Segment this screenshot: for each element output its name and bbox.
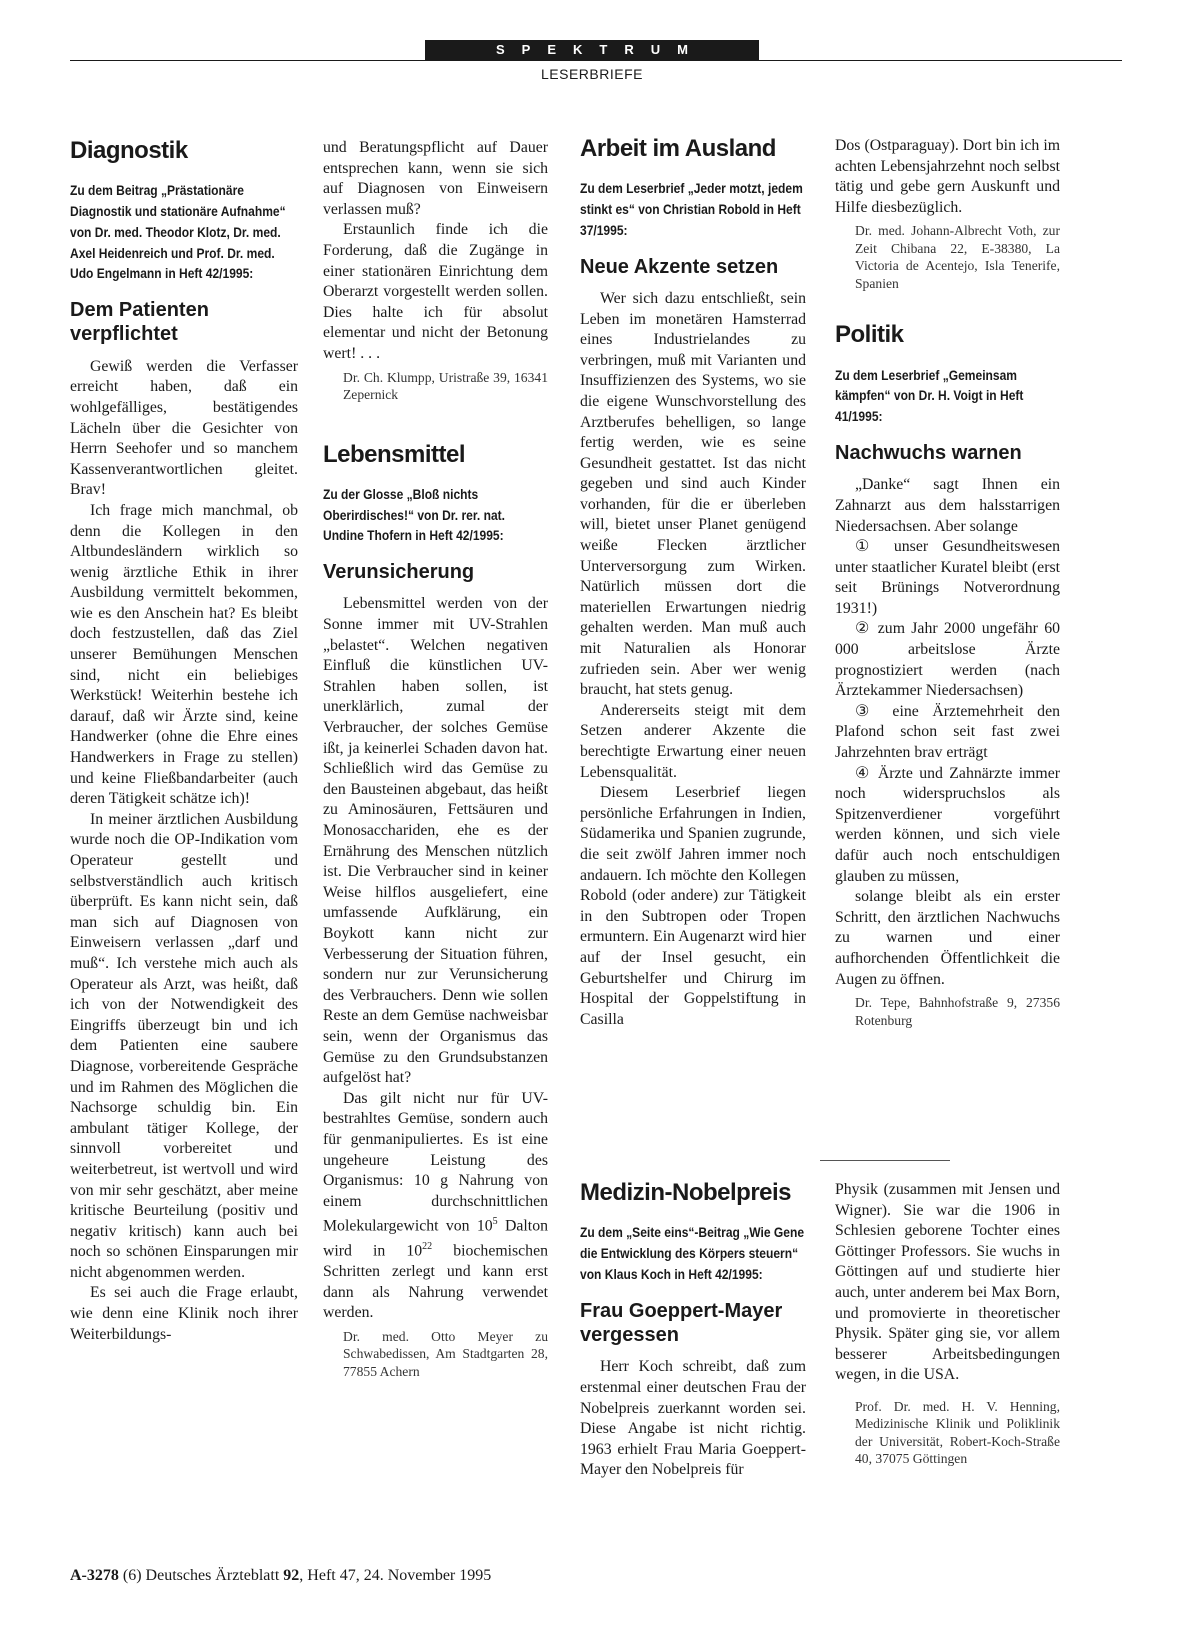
column-2 — [323, 138, 548, 1380]
paragraph: Erstaunlich finde ich die Forderung, daß die Zugänge in einer stationären Einrichtung dem Oberarzt vorgestellt werden sollen. Dies halte ich für absolut elementar und nicht der Betonung wert! . . . — [323, 221, 548, 362]
paragraph: ② zum Jahr 2000 ungefähr 60 000 arbeitslose Ärzte prognostiziert werden (nach Ärztekammer Niedersachsen) — [835, 620, 1060, 700]
paragraph: ③ eine Ärztemehrheit den Plafond schon seit fast zwei Jahrzehnten brav erträgt — [835, 702, 1060, 762]
paragraph: Diesem Leserbrief liegen persönliche Erfahrungen in Indien, Südamerika und Spanien zugrunde, die seit zwölf Jahren immer noch andauern. Ich möchte den Kollegen Robold (oder andere) zur Tätigkeit in den Subtropen oder Tropen ermuntern. Ein Augenarzt wird hier auf der Insel gesucht, ein Geburtshelfer und Chirurg im Hospital der Goppelstiftung in Casilla — [580, 784, 806, 1028]
volume: 92 — [283, 1567, 300, 1584]
column-4 — [835, 136, 1060, 1029]
section-banner: SPEKTRUM — [425, 40, 759, 60]
paragraph: solange bleibt als ein erster Schritt, den ärztlichen Nachwuchs zu warnen und einer aufhorchenden Öffentlichkeit die Augen zu öffnen. — [835, 888, 1060, 988]
intro-diagnostik: Zu dem Beitrag „Prästationäre Diagnostik und stationäre Aufnahme“ von Dr. med. Theodor Klotz, Dr. med. Axel Heidenreich und Prof. Dr. med. Udo Engelmann in Heft 42/1995: — [70, 182, 286, 282]
signature-nobelpreis: Prof. Dr. med. H. V. Henning, Medizinische Klinik und Poliklinik der Universität, Robert-Koch-Straße 40, 37075 Göttingen — [855, 1398, 1060, 1467]
intro-lebensmittel: Zu der Glosse „Bloß nichts Oberirdisches!“ von Dr. rer. nat. Undine Thofern in Heft 42/1995: — [323, 485, 506, 544]
column-3-bottom — [580, 1180, 806, 1481]
signature-lebensmittel: Dr. med. Otto Meyer zu Schwabedissen, Am Stadtgarten 28, 77855 Achern — [343, 1328, 548, 1379]
paragraph: und Beratungspflicht auf Dauer entsprechen kann, wenn sie sich auf Diagnosen von Einweisern verlassen muß? — [323, 139, 548, 218]
page-reference: A-3278 — [70, 1567, 119, 1584]
subtitle-politik: Nachwuchs warnen — [835, 441, 1022, 464]
paragraph: ④ Ärzte und Zahnärzte immer noch widerspruchslos als Spitzenverdiener vorgeführt werden können, und sich viele dafür auch noch entschuldigen glauben zu müssen, — [835, 764, 1060, 885]
subtitle-diagnostik: Dem Patienten verpflichtet — [70, 298, 209, 346]
column-1 — [70, 138, 298, 1345]
subtitle-nobelpreis: Frau Goeppert-Mayer vergessen — [580, 1299, 783, 1346]
paragraph: ① unser Gesundheitswesen unter staatlicher Kuratel bleibt (erst seit Brünings Notverordnung 1931!) — [835, 538, 1060, 617]
section-title-ausland: Arbeit im Ausland — [580, 135, 776, 162]
paragraph: Das gilt nicht nur für UV-bestrahltes Gemüse, sondern auch für genmanipuliertes. Es ist eine ungeheure Leistung des Organismus: 10 g Nahrung von einem durchschnittlichen Molekulargewicht von $10^5$ Dalton wird in $10^{22}$ biochemischen Schritten zerlegt und kann erst dann als Nahrung verwendet werden. — [323, 1089, 548, 1322]
signature-diagnostik: Dr. Ch. Klumpp, Uristraße 39, 16341 Zepernick — [343, 369, 548, 403]
subtitle-ausland: Neue Akzente setzen — [580, 255, 779, 278]
paragraph: Andererseits steigt mit dem Setzen anderer Akzente die berechtigte Erwartung einer neuen Lebensqualität. — [580, 701, 806, 781]
issue: , Heft 47, 24. November 1995 — [299, 1567, 492, 1584]
section-title-lebensmittel: Lebensmittel — [323, 440, 466, 468]
paragraph: Wer sich dazu entschließt, sein Leben im monetären Hamsterrad eines Industrielandes zu verbringen, muß mit Varianten und Insuffizienzen des Systems, wo sie die eigene Wunschvorstellung des Arztberufes behelligen, so lange fertig werden, wie es seine Gesundheit gestattet. Ist das nicht gegeben und sind auch Kinder vorhanden, für die er überleben will, bietet unser Planet genügend weiße Flecken ärztlicher Unterversorgung zum Wirken. Natürlich müssen dort die materiellen Erwartungen niedrig gehalten werden. Man muß auch mit Naturalien als Honorar zufrieden sein. Aber wer wenig braucht, hat stets genug. — [580, 289, 806, 699]
intro-ausland: Zu dem Leserbrief „Jeder motzt, jedem stinkt es“ von Christian Robold in Heft 37/1995: — [580, 180, 803, 238]
intro-nobelpreis: Zu dem „Seite eins“-Beitrag „Wie Gene die Entwicklung des Körpers steuern“ von Klaus Koch in Heft 42/1995: — [580, 1224, 805, 1282]
paragraph: Herr Koch schreibt, daß zum erstenmal einer deutschen Frau der Nobelpreis zuerkannt worden sei. Diese Angabe ist nicht richtig. 1963 erhielt Frau Maria Goeppert-Mayer den Nobelpreis für — [580, 1358, 806, 1479]
paragraph: „Danke“ sagt Ihnen ein Zahnarzt aus dem halsstarrigen Niedersachsen. Aber solange — [835, 476, 1060, 535]
header-rule — [70, 60, 1122, 61]
signature-ausland: Dr. med. Johann-Albrecht Voth, zur Zeit Chibana 22, E-38380, La Victoria de Acentejo, Isla Tenerife, Spanien — [855, 223, 1060, 291]
column-3 — [580, 136, 806, 1030]
column-4-bottom — [835, 1180, 1060, 1468]
section-title-diagnostik: Diagnostik — [70, 137, 188, 164]
paragraph: Lebensmittel werden von der Sonne immer mit UV-Strahlen „belastet“. Welchen negativen Einfluß die künstlichen UV-Strahlen haben sollen, ist unerklärlich, zumal der Verbraucher, der solches Gemüse ißt, ja keinerlei Schaden davon hat. Schließlich wird das Gemüse zu den Bausteinen abgebaut, das heißt zu Aminosäuren, Fettsäuren und Monosacchariden, ehe es der Ernährung des Menschen nützlich ist. Die Verbraucher sind in keiner Weise hilflos ausgeliefert, eine umfassende Aufklärung, ein Boykott kann nicht zur Verbesserung der Situation führen, sondern nur zur Verunsicherung des Verbrauchers. Denn wie sollen Reste an dem Gemüse nachweisbar sein, wenn der Organismus das Gemüse zu den Grundsubstanzen aufgelöst hat? — [323, 595, 548, 1087]
divider — [820, 1160, 950, 1161]
paragraph: Ich frage mich manchmal, ob denn die Kollegen in den Altbundesländern wirklich so wenig ärztliche Ethik in ihrer Ausbildung vermittelt bekommen, wie es den Anschein hat? Es bleibt doch festzustellen, daß das Ziel unserer Bemühungen Menschen sind, nicht ein beliebiges Werkstück! Weiterhin bestehe ich darauf, daß wir Ärzte sind, keine Handwerker (ohne die Ehre eines Handwerkers in Frage zu stellen) und keine Fließbandarbeiter (auch deren Tätigkeit schätze ich)! — [70, 501, 298, 808]
paragraph: In meiner ärztlichen Ausbildung wurde noch die OP-Indikation vom Operateur gestellt und selbstverständlich auch kritisch überprüft. Es kann nicht sein, daß man sich auf Diagnosen von Einweisern verlassen „darf und muß“. Ich verstehe mich auch als Operateur als Arzt, was heißt, daß ich von der Notwendigkeit des Eingriffs überzeugt bin und ich dem Patienten eine saubere Diagnose, vorbereitende Gespräche und im Rahmen des Möglichen die Nachsorge schuldig bin. Ein ambulant tätiger Kollege, der sinnvoll vorbereitet und weiterbetreut, ist wertvoll und wird von mir sehr geschätzt, aber meine kritische Beurteilung (positiv und negativ kritisch) kann auch bei noch so schönen Einsparungen mir nicht abgenommen werden. — [70, 810, 298, 1281]
paragraph: Es sei auch die Frage erlaubt, wie denn eine Klinik noch ihrer Weiterbildungs- — [70, 1284, 298, 1343]
signature-politik: Dr. Tepe, Bahnhofstraße 9, 27356 Rotenburg — [855, 995, 1060, 1028]
paragraph: Physik (zusammen mit Jensen und Wigner). Sie war die 1906 in Schlesien geborene Tochter eines Göttinger Professors. Sie wuchs in Göttingen auf und studierte hier auch, unter anderem bei Max Born, und promovierte in theoretischer Physik. Später ging sie, vor allem besserer Arbeitsbedingungen wegen, in die USA. — [835, 1181, 1060, 1384]
section-title-nobelpreis: Medizin-Nobelpreis — [580, 1179, 792, 1206]
subsection-label: LESERBRIEFE — [541, 66, 643, 82]
paragraph: Gewiß werden die Verfasser erreicht haben, daß ein wohlgefälliges, bestätigendes Lächeln über die Gesichter von Herrn Seehofer und so manchem Kassenverantwortlichen gleitet. Brav! — [70, 357, 298, 499]
paragraph: Dos (Ostparaguay). Dort bin ich im achten Lebensjahrzehnt noch selbst tätig und gebe gern Auskunft und Hilfe diesbezüglich. — [835, 137, 1060, 216]
page-number: (6) Deutsches Ärzteblatt — [122, 1567, 280, 1584]
section-title-politik: Politik — [835, 321, 904, 349]
intro-politik: Zu dem Leserbrief „Gemeinsam kämpfen“ von Dr. H. Voigt in Heft 41/1995: — [835, 366, 1024, 425]
page-footer — [70, 1567, 491, 1585]
subtitle-lebensmittel: Verunsicherung — [323, 561, 475, 584]
